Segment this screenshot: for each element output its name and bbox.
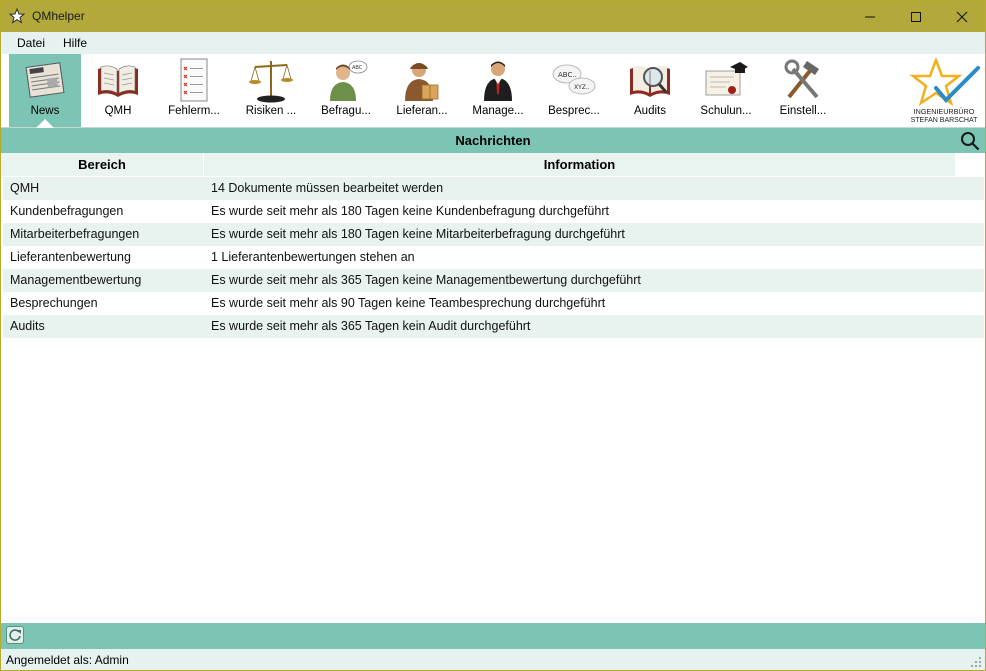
toolbar-label: News	[30, 105, 60, 117]
cell-information: 14 Dokumente müssen bearbeitet werden	[211, 181, 444, 195]
magnifier-book-icon	[628, 57, 672, 103]
toolbar-news[interactable]	[9, 54, 81, 127]
manager-icon	[476, 57, 520, 103]
toolbar-managementbewertung[interactable]	[462, 54, 534, 127]
toolbar-risiken[interactable]	[235, 54, 307, 127]
section-title: Nachrichten	[455, 133, 531, 148]
toolbar-besprechungen[interactable]	[538, 54, 610, 127]
table-header	[1, 153, 955, 176]
person-speech-icon	[324, 57, 368, 103]
table-row[interactable]	[3, 200, 984, 223]
table-row[interactable]	[3, 246, 984, 269]
svg-text:XYZ..: XYZ..	[574, 84, 590, 91]
toolbar-audits[interactable]	[614, 54, 686, 127]
speech-bubbles-icon	[552, 57, 596, 103]
cell-bereich: Managementbewertung	[10, 273, 142, 287]
toolbar-befragungen[interactable]	[310, 54, 382, 127]
svg-text:ABC: ABC	[352, 65, 363, 71]
toolbar-label: Befragu...	[321, 105, 371, 117]
toolbar-qmh[interactable]	[82, 54, 154, 127]
cell-information: Es wurde seit mehr als 180 Tagen keine Mitarbeiterbefragung durchgeführt	[211, 227, 625, 241]
toolbar-label: Fehlerm...	[168, 105, 220, 117]
toolbar-label: Audits	[634, 105, 666, 117]
title-bar[interactable]	[1, 1, 985, 32]
toolbar-fehlermanagement[interactable]	[158, 54, 230, 127]
cell-information: Es wurde seit mehr als 180 Tagen keine Kundenbefragung durchgeführt	[211, 204, 609, 218]
minimize-button[interactable]	[847, 1, 893, 32]
refresh-icon	[7, 627, 23, 643]
cell-bereich: Mitarbeiterbefragungen	[10, 227, 140, 241]
toolbar-label: Besprec...	[548, 105, 600, 117]
resize-grip-icon[interactable]	[970, 656, 982, 668]
cell-information: Es wurde seit mehr als 90 Tagen keine Teambesprechung durchgeführt	[211, 296, 606, 310]
toolbar-label: Schulun...	[700, 105, 752, 117]
toolbar-lieferanten[interactable]	[386, 54, 458, 127]
window-title: QMhelper	[32, 9, 85, 23]
book-icon	[96, 57, 140, 103]
toolbar-einstellungen[interactable]	[767, 54, 839, 127]
cell-bereich: Lieferantenbewertung	[10, 250, 131, 264]
tools-icon	[781, 57, 825, 103]
close-button[interactable]	[939, 1, 985, 32]
column-header-bereich[interactable]: Bereich	[1, 153, 204, 176]
cell-bereich: Kundenbefragungen	[10, 204, 124, 218]
logo-line2: STEFAN BARSCHAT	[910, 117, 978, 124]
table-row[interactable]	[3, 292, 984, 315]
star-app-icon	[9, 8, 25, 24]
active-caret	[36, 119, 54, 128]
menu-datei[interactable]: Datei	[17, 36, 46, 50]
menu-hilfe[interactable]: Hilfe	[63, 36, 88, 50]
table-row[interactable]	[3, 315, 984, 338]
minimize-icon	[864, 11, 876, 23]
refresh-button[interactable]	[6, 626, 24, 644]
section-header	[1, 128, 985, 153]
table-row[interactable]	[3, 177, 984, 200]
cell-information: Es wurde seit mehr als 365 Tagen keine Managementbewertung durchgeführt	[211, 273, 641, 287]
maximize-icon	[910, 11, 922, 23]
toolbar-label: QMH	[104, 105, 132, 117]
toolbar	[1, 54, 985, 128]
close-icon	[956, 11, 968, 23]
cell-bereich: QMH	[10, 181, 40, 195]
toolbar-label: Manage...	[472, 105, 524, 117]
bottom-toolbar	[1, 623, 985, 649]
newspaper-icon	[23, 57, 67, 103]
toolbar-label: Risiken ...	[245, 105, 297, 117]
table-row[interactable]	[3, 269, 984, 292]
maximize-button[interactable]	[893, 1, 939, 32]
scales-icon	[249, 57, 293, 103]
diploma-icon	[704, 57, 748, 103]
search-icon[interactable]	[960, 131, 980, 151]
cell-bereich: Besprechungen	[10, 296, 98, 310]
svg-text:ABC..: ABC..	[558, 71, 577, 79]
logo-line1: INGENIEURBÜRO	[913, 107, 975, 116]
menu-bar	[1, 32, 985, 54]
toolbar-label: Einstell...	[779, 105, 827, 117]
delivery-person-icon	[400, 57, 444, 103]
cell-information: Es wurde seit mehr als 365 Tagen kein Audit durchgeführt	[211, 319, 531, 333]
cell-information: 1 Lieferantenbewertungen stehen an	[211, 250, 415, 264]
table-row[interactable]	[3, 223, 984, 246]
checklist-icon	[172, 57, 216, 103]
status-bar	[1, 649, 985, 670]
column-header-information[interactable]: Information	[543, 157, 616, 172]
status-logged-in: Angemeldet als: Admin	[6, 653, 129, 667]
toolbar-schulungen[interactable]	[690, 54, 762, 127]
company-logo	[906, 58, 982, 124]
toolbar-label: Lieferan...	[396, 105, 448, 117]
cell-bereich: Audits	[10, 319, 45, 333]
